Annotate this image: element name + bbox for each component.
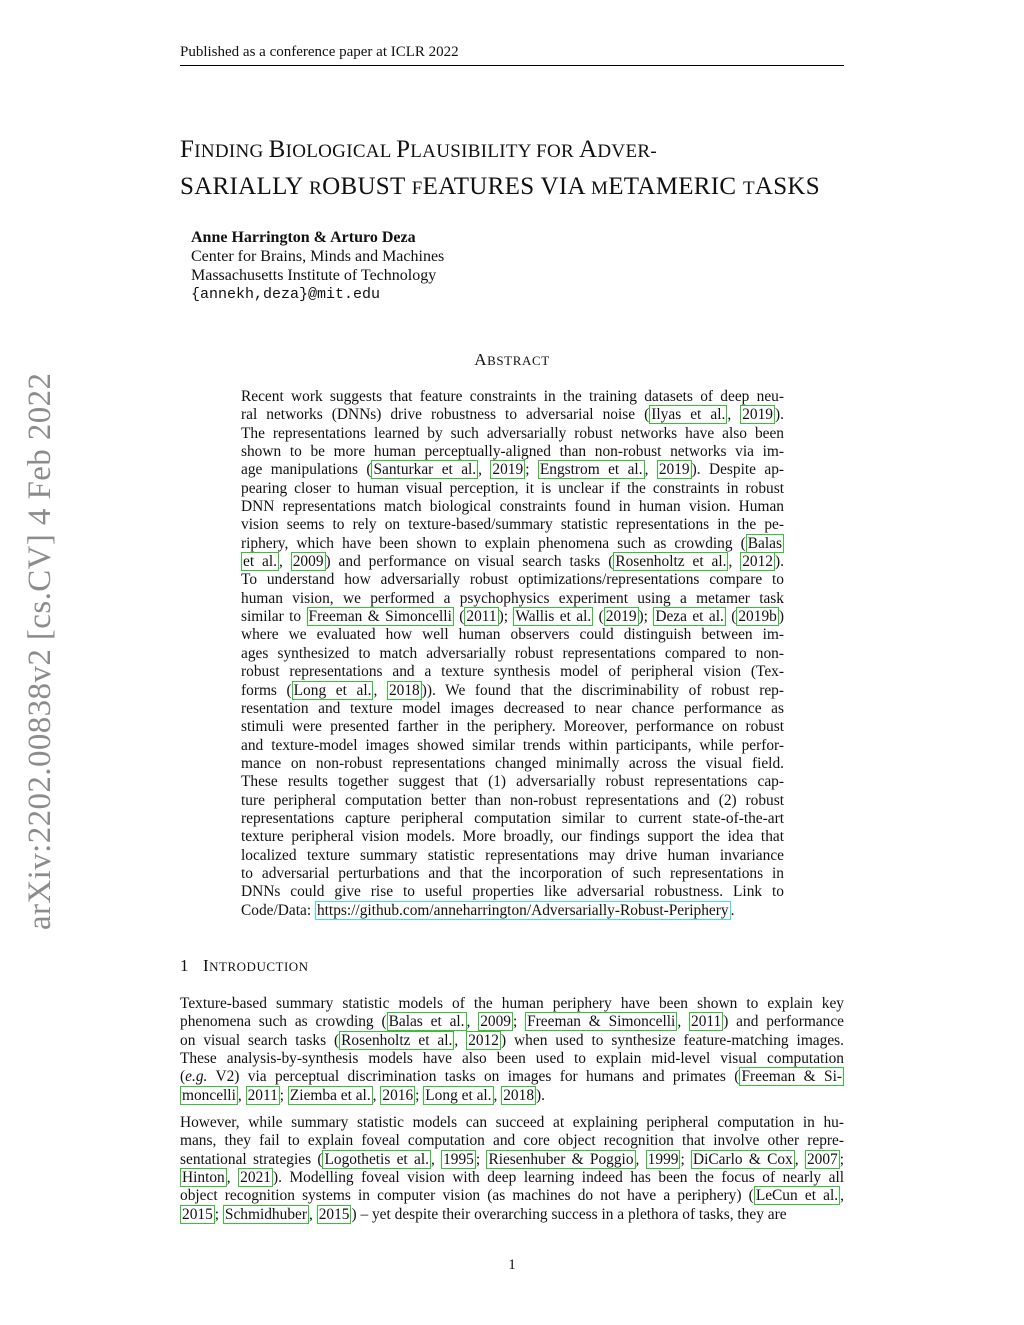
intro-paragraph-2 (180, 1114, 844, 1224)
title-line-2: SARIALLY ROBUST FEATURES VIA METAMERIC TASKS (180, 173, 820, 200)
text-line: and texture-model images showed similar trends within participants, while perfor- (241, 736, 784, 754)
citation-link[interactable]: Long et al. (425, 1086, 492, 1104)
citation-link[interactable]: 2011 (247, 1086, 278, 1104)
citation-link[interactable]: 2019 (605, 608, 637, 626)
citation-link[interactable]: 2019 (742, 406, 773, 424)
citation-link[interactable]: 2012 (468, 1031, 499, 1049)
text-line: shown to be more human perceptually-aligned than non-robust networks via im- (241, 443, 784, 461)
citation-link[interactable]: 2019 (492, 461, 524, 479)
text-line: 2015 ; Schmidhuber , 2015 ) – yet despite their overarching success in a plethora of tasks, they are (182, 1205, 787, 1223)
citation-link[interactable]: Freeman & Simoncelli (308, 608, 452, 626)
text-line: representations capture peripheral computation similar to current state-of-the-art (241, 809, 784, 827)
intro-paragraph-1 (180, 995, 844, 1105)
citation-link[interactable]: 2019b (738, 608, 777, 626)
text-line: DNN representations match biological constraints found in human vision. Human (241, 498, 784, 516)
text-line: The representations learned by such adversarially robust networks have also been (241, 424, 784, 442)
citation-link[interactable]: moncelli (182, 1086, 236, 1104)
text-line: where we evaluated how well human observers could distinguish between im- (241, 626, 784, 644)
text-line: ral networks (DNNs) drive robustness to adversarial noise ( Ilyas et al. , 2019 ). (241, 406, 784, 424)
text-line: stimuli were presented farther in the periphery. Moreover, performance on robust (241, 718, 784, 736)
citation-link[interactable]: 2011 (691, 1013, 722, 1031)
citation-link[interactable]: 1995 (443, 1150, 474, 1168)
citation-link[interactable]: 1999 (647, 1150, 679, 1168)
citation-link[interactable]: 2007 (806, 1150, 838, 1168)
citation-link[interactable]: 2009 (292, 553, 324, 571)
section-title: INTRODUCTION (203, 956, 309, 975)
text-line: on visual search tasks ( Rosenholtz et al. , 2012 ) when used to synthesize feature-matching images. (180, 1031, 844, 1049)
abstract-heading: ABSTRACT (474, 350, 550, 369)
author-block (191, 228, 444, 304)
text-line: Hinton , 2021 ). Modelling foveal vision with deep learning indeed has been the focus of nearly all (182, 1169, 844, 1187)
text-line: forms ( Long et al. , 2018 )). We found that the discriminability of robust rep- (241, 681, 784, 699)
citation-link[interactable]: 2019 (658, 461, 690, 479)
title-line-1: FINDING BIOLOGICAL PLAUSIBILITY FOR ADVER- (180, 136, 657, 163)
text-line: localized texture summary statistic representations may drive human invariance (241, 846, 784, 864)
citation-link[interactable]: 2015 (182, 1205, 213, 1223)
citation-link[interactable]: 2018 (388, 681, 420, 699)
text-line: To understand how adversarially robust optimizations/representations compare to (241, 571, 784, 589)
citation-link[interactable]: Hinton (182, 1169, 225, 1187)
citation-link[interactable]: DiCarlo & Cox (693, 1150, 793, 1168)
text-line: riphery, which have been shown to explain phenomena such as crowding ( Balas (241, 534, 782, 552)
text-line: human vision, we performed a psychophysics experiment using a metamer task (241, 589, 784, 607)
citation-link[interactable]: Ilyas et al. (651, 406, 726, 424)
citation-link[interactable]: Wallis et al. (515, 608, 592, 626)
section-number: 1 (180, 956, 189, 975)
citation-link[interactable]: Logothetis et al. (324, 1150, 429, 1168)
citation-link[interactable]: et al. (243, 553, 277, 571)
citation-link[interactable]: 2018 (503, 1086, 535, 1104)
text-line: These results together suggest that (1) adversarially robust representations cap- (241, 773, 784, 791)
text-line: pearing closer to human visual perception, it is unclear if the constraints in robust (241, 479, 784, 497)
text-line: resentation and texture model images decreased to near chance performance as (241, 699, 784, 717)
text-line: phenomena such as crowding ( Balas et al. , 2009 ; Freeman & Simoncelli , 2011 ) and performance (180, 1013, 844, 1031)
text-line: object recognition systems in computer vision (as machines do not have a periphery) ( LeCun et al. , (180, 1187, 844, 1205)
affiliation-2: Massachusetts Institute of Technology (191, 267, 437, 284)
text-line: Code/Data: https://github.com/anneharrington/Adversarially-Robust-Periphery . (241, 901, 735, 919)
citation-link[interactable]: 2016 (382, 1086, 414, 1104)
introduction-body (180, 995, 844, 1224)
text-line: similar to Freeman & Simoncelli ( 2011 ); Wallis et al. ( 2019 ); Deza et al. ( 2019b ) (241, 608, 784, 626)
abstract-paragraph (241, 388, 784, 920)
text-line: robust representations and a texture synthesis model of peripheral vision (Tex- (241, 663, 784, 681)
running-header: Published as a conference paper at ICLR 2022 (180, 44, 844, 66)
citation-link[interactable]: Ziemba et al. (289, 1086, 371, 1104)
citation-link[interactable]: Freeman & Si- (741, 1068, 842, 1086)
citation-link[interactable]: 2021 (240, 1169, 271, 1187)
text-line: age manipulations ( Santurkar et al. , 2019 ; Engstrom et al. , 2019 ). Despite ap- (241, 461, 785, 479)
affiliation-1: Center for Brains, Minds and Machines (191, 248, 445, 265)
text-line: mans, they fail to explain foveal computation and core object recognition that involve other repre- (180, 1132, 844, 1150)
citation-link[interactable]: Freeman & Simoncelli (527, 1013, 676, 1031)
citation-link[interactable]: Rosenholtz et al. (341, 1031, 453, 1049)
text-line: DNNs could give rise to useful properties like adversarial robustness. Link to (241, 883, 784, 901)
text-line: ture peripheral computation better than non-robust representations and (2) robust (241, 791, 784, 809)
citation-link[interactable]: 2012 (742, 553, 773, 571)
citation-link[interactable]: Balas et al. (388, 1013, 465, 1031)
citation-link[interactable]: 2015 (318, 1205, 350, 1223)
author-names: Anne Harrington & Arturo Deza (191, 229, 416, 246)
text-line: Texture-based summary statistic models of the human periphery have been shown to explain key (180, 995, 844, 1012)
citation-link[interactable]: Rosenholtz et al. (615, 553, 727, 571)
text-line: These analysis-by-synthesis models have also been used to explain mid-level visual computation (180, 1050, 844, 1068)
arxiv-stamp: arXiv:2202.00838v2 [cs.CV] 4 Feb 2022 (22, 372, 58, 930)
page-number: 1 (508, 1257, 516, 1273)
citation-link[interactable]: Riesenhuber & Poggio (488, 1150, 634, 1168)
citation-link[interactable]: Santurkar et al. (373, 461, 477, 479)
paper-title (180, 132, 860, 206)
text-line: sentational strategies ( Logothetis et al. , 1995 ; Riesenhuber & Poggio , 1999 ; DiCarlo & Cox , 2007 ; (180, 1150, 844, 1168)
text-line: moncelli , 2011 ; Ziemba et al. , 2016 ; Long et al. , 2018 ). (182, 1086, 545, 1104)
text-line: Recent work suggests that feature constraints in the training datasets of deep neu- (241, 388, 784, 405)
section-heading-introduction (180, 956, 309, 976)
text-line: to adversarial perturbations and that the incorporation of such representations in (241, 864, 784, 882)
text-line: (e.g. V2) via perceptual discrimination tasks on images for humans and primates ( Freeman & Si- (180, 1068, 842, 1086)
abstract-body (241, 388, 784, 920)
text-line: mance on non-robust representations changed minimally across the visual field. (241, 754, 784, 772)
code-data-link[interactable]: https://github.com/anneharrington/Adversarially-Robust-Periphery (316, 901, 729, 919)
text-line: texture peripheral vision models. More broadly, our findings support the idea that (241, 828, 784, 846)
citation-link[interactable]: LeCun et al. (755, 1187, 839, 1205)
author-email[interactable]: {annekh,deza}@mit.edu (191, 286, 381, 303)
text-line: et al. , 2009 ) and performance on visual search tasks ( Rosenholtz et al. , 2012 ). (243, 553, 784, 571)
citation-link[interactable]: Deza et al. (655, 608, 724, 626)
citation-link[interactable]: Long et al. (293, 681, 372, 699)
text-line: However, while summary statistic models can succeed at explaining peripheral computation in hu- (180, 1114, 844, 1132)
citation-link[interactable]: 2009 (480, 1013, 511, 1031)
citation-link[interactable]: Engstrom et al. (539, 461, 643, 479)
text-line: ages synthesized to match adversarially robust representations compared to non- (241, 644, 784, 662)
citation-link[interactable]: Schmidhuber (224, 1205, 307, 1223)
citation-link[interactable]: Balas (747, 534, 782, 552)
citation-link[interactable]: 2011 (466, 608, 497, 626)
text-line: vision seems to rely on texture-based/summary statistic representations in the pe- (241, 516, 784, 534)
